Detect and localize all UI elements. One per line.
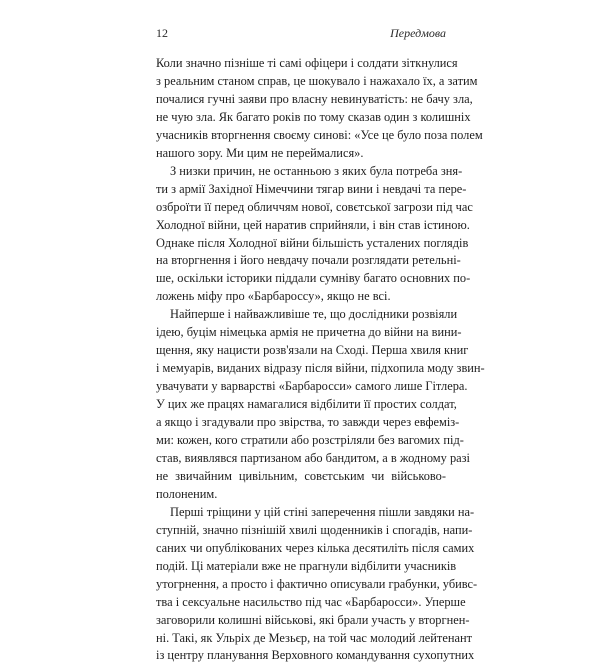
text-line: Коли значно пізніше ті самі офіцери і солдати зіткнулися [156, 56, 458, 70]
paragraph-1 [156, 55, 483, 163]
text-line: на вторгнення і його невдачу почали розглядати ретельні- [156, 253, 461, 268]
running-title: Передмова [390, 26, 446, 40]
text-line: ні. Такі, як Ульріх де Мезьєр, на той час молодий лейтенант [156, 630, 472, 645]
text-line: подій. Ці матеріали вже не прагнули відбілити учасників [156, 558, 457, 573]
text-line: заговорили колишні військові, які брали участь у вторгнен- [156, 612, 470, 627]
paragraph-4 [156, 504, 478, 665]
text-line: а якщо і згадували про звірства, то завжди через евфеміз- [156, 415, 460, 430]
text-line: ше, оскільки історики піддали сумніву багато основних по- [156, 271, 471, 286]
page-number: 12 [156, 26, 168, 40]
text-line: і мемуарів, виданих відразу після війни, підхопила моду звин- [156, 361, 485, 376]
text-line: Холодної війни, цей наратив сприйняли, і він став істиною. [156, 217, 470, 232]
text-line: З низки причин, не останньою з яких була потреба зня- [170, 163, 463, 178]
text-line: утогрнення, а просто і фактично описували грабунки, убивс- [156, 576, 478, 591]
page-header [156, 26, 446, 42]
text-line: ми: кожен, кого стратили або розстріляли без вагомих під- [156, 433, 464, 448]
text-line: не чую зла. Як багато років по тому сказав один з колишніх [156, 109, 471, 124]
text-line: не звичайним цивільним, совєтським чи військово- [156, 468, 446, 483]
text-line: ідею, буцім німецька армія не причетна до війни на вини- [156, 325, 462, 340]
text-line: саних чи опублікованих через кілька десятиліть після самих [156, 540, 475, 555]
text-line: полоненим. [156, 486, 218, 501]
text-line: ступній, значно пізнішій хвилі щоденників і спогадів, напи- [156, 522, 473, 537]
text-line: став, виявлявся партизаном або бандитом, а в жодному разі [156, 450, 470, 465]
text-line: Найперше і найважливіше те, що дослідники розвіяли [170, 307, 458, 322]
text-line: почалися гучні заяви про власну невинуватість: не бачу зла, [156, 91, 473, 106]
body-text [156, 55, 485, 665]
paragraph-2 [156, 163, 473, 307]
text-line: із центру планування Верховного командування сухопутних [156, 648, 475, 663]
text-line: Перші тріщини у цій стіні заперечення пішли завдяки на- [170, 504, 475, 519]
text-line: ти з армії Західної Німеччини тягар вини і невдачі та пере- [156, 181, 467, 196]
text-line: нашого зору. Ми цим не переймалися». [156, 145, 364, 160]
text-line: ложень міфу про «Барбароссу», якщо не всі. [156, 289, 391, 304]
text-line: учасників вторгнення своєму синові: «Усе це було поза полем [156, 127, 483, 142]
text-line: Однаке після Холодної війни більшість усталених поглядів [156, 235, 469, 250]
text-line: увачувати у варварстві «Барбаросси» самого лише Гітлера. [156, 379, 468, 394]
paragraph-3 [156, 306, 485, 503]
text-line: з реальним станом справ, це шокувало і нажахало їх, а затим [156, 73, 478, 88]
text-line: озброїти її перед обличчям нової, совєтської загрози під час [156, 199, 473, 214]
text-line: У цих же працях намагалися відбілити її простих солдат, [156, 397, 457, 412]
text-line: щення, яку нацисти розв'язали на Сході. Перша хвиля книг [156, 343, 469, 358]
text-line: тва і сексуальне насильство під час «Барбаросси». Уперше [156, 594, 466, 609]
